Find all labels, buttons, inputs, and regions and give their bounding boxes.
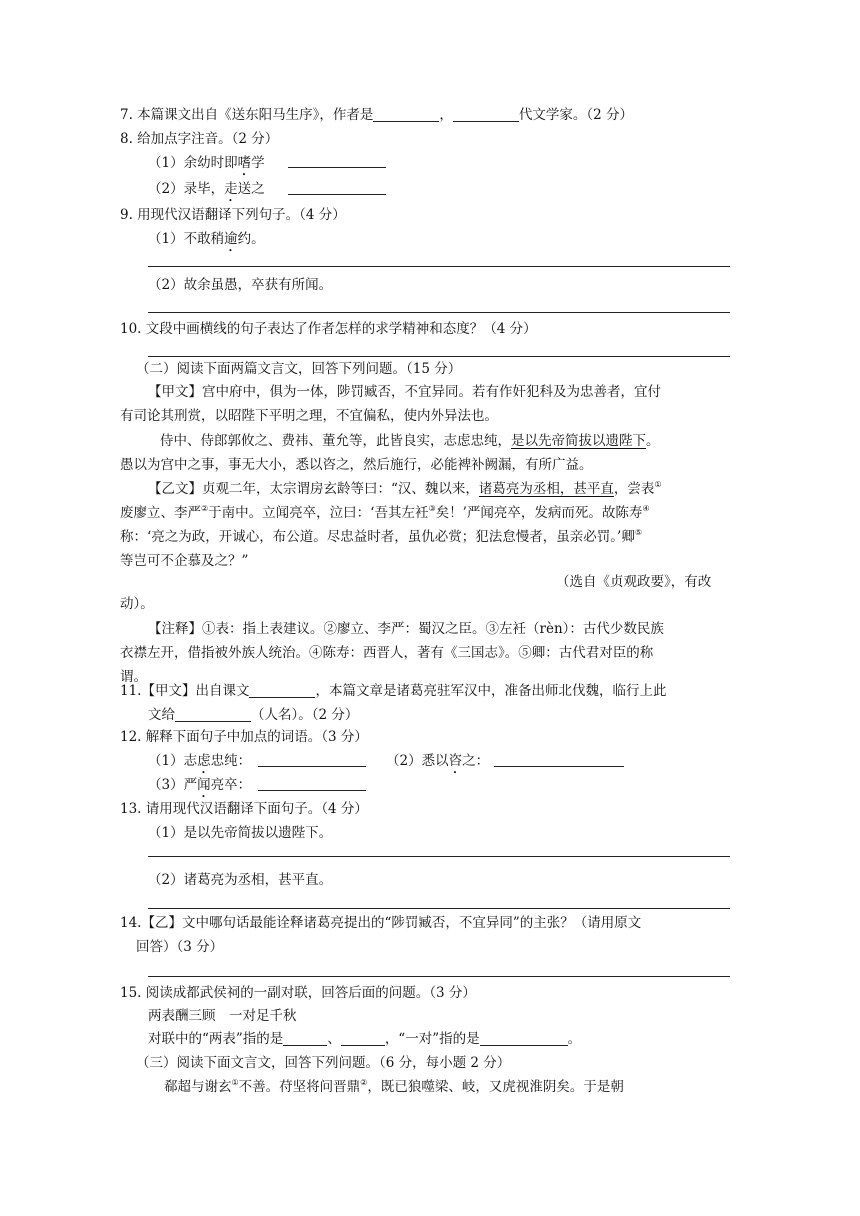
sec3-footnote-2: ②	[360, 1078, 368, 1087]
q9-i1-post: 约。	[237, 231, 265, 247]
jia-line-4: 愚以为宫中之事，事无大小，悉以咨之，然后施行，必能裨补阙漏，有所广益。	[120, 457, 593, 473]
q12-title: 12. 解释下面句子中加点的词语。（3 分）	[120, 729, 368, 745]
q8-i2-post: 送之	[237, 181, 265, 197]
notes-line-2: 衣襟左开，借指被外族人统治。④陈寿：西晋人，著有《三国志》。⑤卿：古代君对臣的称	[120, 645, 654, 661]
q15-text-a: 对联中的“两表”指的是	[148, 1031, 284, 1047]
q11-text-b: ，本篇文章是诸葛亮驻军汉中，准备出师北伐魏，临行上此	[315, 683, 667, 699]
jia-underlined-sentence: 是以先帝简拔以遗陛下	[511, 433, 646, 449]
q13-answer-1-line[interactable]	[148, 856, 730, 857]
q8-i1-dotted: 嗜	[237, 155, 252, 171]
q7-line	[120, 106, 633, 124]
jia-line-2: 有司论其刑赏，以昭陛下平明之理，不宜偏私，使内外异法也。	[120, 408, 498, 424]
q14-line-1: 14.【乙】文中哪句话最能诠释诸葛亮提出的“陟罚臧否，不宜异同”的主张？（请用原文	[120, 915, 642, 931]
q7-text-b: ，	[439, 107, 453, 123]
source-line-1: （选自《贞观政要》，有改	[556, 574, 712, 590]
q8-item-1	[148, 154, 265, 179]
footnote-marker-4: ④	[642, 504, 650, 513]
q8-i2-dotted: 走	[224, 181, 238, 197]
q12-answer-3-line[interactable]	[258, 790, 366, 791]
q10-title: 10. 文段中画横线的句子表达了作者怎样的求学精神和态度？（4 分）	[120, 321, 537, 337]
sec3-footnote-1: ①	[231, 1078, 239, 1087]
q12-item-2	[386, 752, 489, 777]
yi-line-1-end: ，尝表	[613, 481, 655, 497]
yi-line-1-text: 【乙文】贞观二年，太宗谓房玄龄等曰：“汉、魏以来，	[148, 481, 479, 497]
yi-line-2-a: 废廖立、李严	[120, 505, 201, 521]
sec3-text-c: ，既已狼噬梁、岐，又虎视淮阴矣。于是朝	[367, 1079, 624, 1095]
notes-line-3: 谓。	[120, 669, 147, 685]
yi-line-2	[120, 504, 650, 522]
q15-question	[148, 1030, 581, 1048]
q13-item-2: （2）诸葛亮为丞相，甚平直。	[148, 872, 333, 888]
q15-text-c: ，“一对”指的是	[384, 1031, 480, 1047]
q7-text-c: 代文学家。（2 分）	[518, 107, 634, 123]
yi-line-2-b: 于南中。立闻亮卒，泣曰：‘吾其左衽	[208, 505, 429, 521]
yi-line-1	[148, 480, 662, 498]
q9-answer-1-line[interactable]	[148, 266, 730, 267]
q8-i1-post: 学	[251, 155, 265, 171]
sec2-title: （二）阅读下面两篇文言文，回答下列问题。（15 分）	[136, 361, 462, 377]
yi-line-3	[120, 528, 642, 546]
sec3-title: （三）阅读下面文言文，回答下列问题。（6 分，每小题 2 分）	[136, 1055, 511, 1071]
q11-person-blank[interactable]	[175, 707, 251, 722]
q12-i2-post: 之：	[462, 753, 490, 769]
q14-answer-line[interactable]	[148, 976, 730, 977]
q9-i1-dotted: 逾	[224, 231, 238, 247]
yi-line-3-text: 称：‘亮之为政，开诚心，布公道。尽忠益时者，虽仇必赏；犯法怠慢者，虽亲必罚。’卿	[120, 529, 635, 545]
q14-line-2: 回答）（3 分）	[136, 939, 224, 955]
q15-text-b: 、	[327, 1031, 341, 1047]
q9-title: 9. 用现代汉语翻译下列句子。（4 分）	[120, 207, 346, 223]
q11-line-2	[148, 706, 358, 724]
yi-line-4: 等岂可不企慕及之？”	[120, 553, 249, 569]
q9-item-1	[148, 230, 265, 255]
jia-line-3	[160, 432, 660, 450]
q12-item-3	[148, 776, 251, 801]
q12-i3-pre: （3）严	[148, 777, 198, 793]
q12-i1-post: 忠纯：	[210, 753, 252, 769]
q7-author-blank[interactable]	[373, 107, 439, 122]
footnote-marker-1: ①	[654, 480, 662, 489]
yi-underlined-sentence: 诸葛亮为丞相，甚平直	[478, 481, 614, 497]
q9-item-2: （2）故余虽愚，卒获有所闻。	[148, 277, 333, 293]
q15-title: 15. 阅读成都武侯祠的一副对联，回答后面的问题。（3 分）	[120, 985, 476, 1001]
q11-text-a: 11.【甲文】出自课文	[120, 683, 250, 699]
q12-i3-post: 亮卒：	[210, 777, 252, 793]
q8-answer-1-line[interactable]	[288, 167, 386, 168]
jia-line-3-text: 侍中、侍郎郭攸之、费祎、董允等，此皆良实，志虑忠纯，	[160, 433, 511, 449]
q12-i1-pre: （1）志	[148, 753, 198, 769]
footnote-marker-5: ⑤	[634, 528, 643, 537]
notes-line-1: 【注释】①表：指上表建议。②廖立、李严：蜀汉之臣。③左衽（rèn）：古代少数民族	[148, 621, 664, 637]
q15-couplet: 两表酬三顾 一对足千秋	[148, 1008, 297, 1024]
q9-i1-pre: （1）不敢稍	[148, 231, 225, 247]
q11-line-1	[120, 682, 666, 700]
q11-text-c: 文给	[148, 707, 175, 723]
q12-i3-dotted: 闻	[197, 777, 211, 793]
jia-line-1: 【甲文】宫中府中，俱为一体，陟罚臧否，不宜异同。若有作奸犯科及为忠善者，宜付	[148, 384, 661, 400]
footnote-marker-3: ③	[428, 504, 436, 513]
q13-title: 13. 请用现代汉语翻译下面句子。（4 分）	[120, 801, 368, 817]
q7-dynasty-blank[interactable]	[453, 107, 519, 122]
q13-answer-2-line[interactable]	[148, 908, 730, 909]
sec3-text-b: 不善。苻坚将问晋鼎	[238, 1079, 361, 1095]
footnote-marker-2: ②	[201, 504, 209, 513]
q8-i2-pre: （2）录毕，	[148, 181, 225, 197]
q11-title-blank[interactable]	[249, 683, 315, 698]
q9-answer-2-line[interactable]	[148, 312, 730, 313]
q13-item-1: （1）是以先帝简拔以遗陛下。	[148, 825, 333, 841]
q15-blank-3[interactable]	[480, 1031, 568, 1046]
q15-text-d: 。	[567, 1031, 582, 1047]
q12-answer-2-line[interactable]	[494, 766, 624, 767]
q12-item-1	[148, 752, 251, 777]
q8-i1-pre: （1）余幼时即	[148, 155, 238, 171]
q8-item-2	[148, 180, 265, 205]
q12-i2-pre: （2）悉以	[386, 753, 449, 769]
q8-title: 8. 给加点字注音。（2 分）	[120, 131, 279, 147]
q15-blank-2[interactable]	[341, 1031, 385, 1046]
q11-text-d: （人名）。（2 分）	[251, 707, 359, 723]
q12-i2-dotted: 咨	[448, 753, 463, 769]
sec3-line-1	[164, 1078, 624, 1096]
q8-answer-2-line[interactable]	[288, 194, 386, 195]
source-line-2: 动）。	[120, 596, 154, 612]
yi-line-2-c: 矣！’严闻亮卒，发病而死。故陈寿	[435, 505, 643, 521]
jia-line-3-end: 。	[646, 433, 660, 449]
q7-text-a: 7. 本篇课文出自《送东阳马生序》，作者是	[120, 107, 374, 123]
sec3-text-a: 郗超与谢玄	[164, 1079, 232, 1095]
q15-blank-1[interactable]	[283, 1031, 327, 1046]
q10-answer-line[interactable]	[148, 356, 730, 357]
q12-i1-dotted: 虑	[197, 753, 211, 769]
q12-answer-1-line[interactable]	[258, 766, 366, 767]
